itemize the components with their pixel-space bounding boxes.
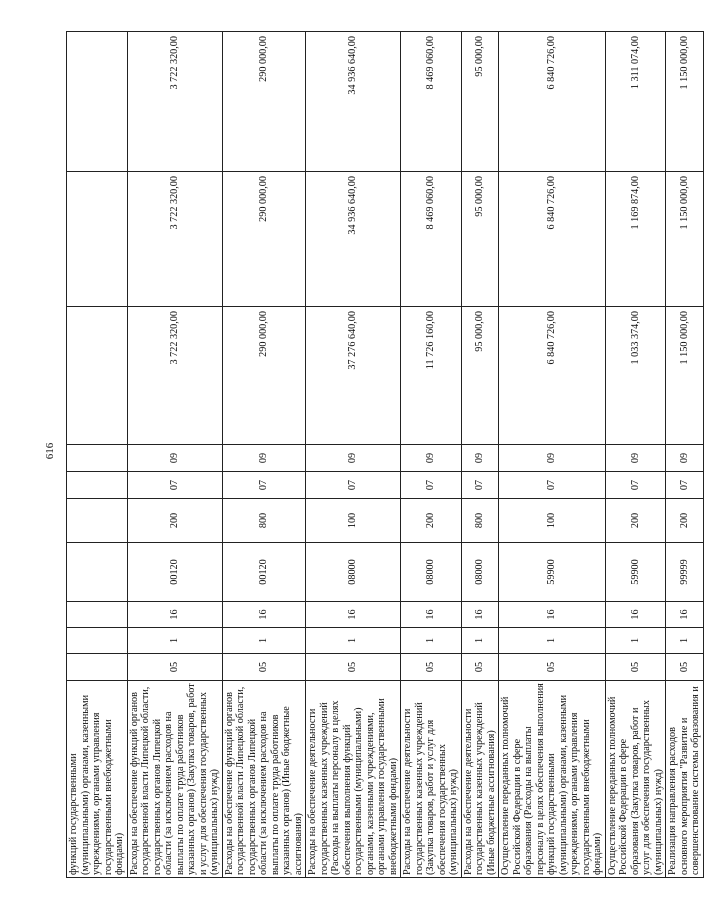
row-value-1: 95 000,00 xyxy=(461,307,499,445)
row-code-6: 07 xyxy=(306,472,401,499)
row-code-2: 1 xyxy=(461,628,499,654)
row-code-5 xyxy=(67,499,128,543)
row-value-2: 290 000,00 xyxy=(222,172,306,307)
row-code-1: 05 xyxy=(605,654,666,681)
row-description: Расходы на обеспечение деятельности государственных казенных учреждений (Иные бюджетные ассигнования) xyxy=(461,681,499,878)
row-code-5: 200 xyxy=(127,499,222,543)
row-value-2 xyxy=(67,172,128,307)
row-code-3: 16 xyxy=(401,602,462,628)
row-code-7: 09 xyxy=(461,445,499,472)
row-description: Расходы на обеспечение деятельности государственных казенных учреждений (Закупка товаров, работ и услуг для обеспечения государственных (муниципальных) нужд) xyxy=(401,681,462,878)
row-value-1: 6 840 726,00 xyxy=(499,307,606,445)
budget-table xyxy=(66,31,704,878)
table-row xyxy=(222,32,306,878)
row-code-7: 09 xyxy=(499,445,606,472)
row-code-1: 05 xyxy=(499,654,606,681)
row-code-4: 08000 xyxy=(461,543,499,602)
row-code-2: 1 xyxy=(401,628,462,654)
row-value-1: 37 276 640,00 xyxy=(306,307,401,445)
row-value-3: 1 150 000,00 xyxy=(666,32,704,172)
row-code-4: 59900 xyxy=(499,543,606,602)
row-code-3: 16 xyxy=(499,602,606,628)
row-code-3: 16 xyxy=(666,602,704,628)
row-value-2: 8 469 060,00 xyxy=(401,172,462,307)
row-code-5: 200 xyxy=(666,499,704,543)
row-value-3 xyxy=(67,32,128,172)
row-code-2: 1 xyxy=(499,628,606,654)
row-description: Расходы на обеспечение функций органов государственной власти Липецкой области, государственных органов Липецкой области (за исключением расходов на выплаты по оплате труда работников указанных органов) (Иные бюджетные ассигнования) xyxy=(222,681,306,878)
row-value-1 xyxy=(67,307,128,445)
row-code-4: 99999 xyxy=(666,543,704,602)
row-code-5: 800 xyxy=(461,499,499,543)
row-value-3: 95 000,00 xyxy=(461,32,499,172)
row-value-2: 1 169 874,00 xyxy=(605,172,666,307)
table-row xyxy=(306,32,401,878)
row-code-4: 00120 xyxy=(127,543,222,602)
row-code-7: 09 xyxy=(222,445,306,472)
row-code-7 xyxy=(67,445,128,472)
row-code-1: 05 xyxy=(461,654,499,681)
row-code-6: 07 xyxy=(401,472,462,499)
row-code-1: 05 xyxy=(222,654,306,681)
row-code-5: 200 xyxy=(401,499,462,543)
row-description: Осуществление переданных полномочий Российской Федерации в сфере образования (Расходы на выплаты персоналу в целях обеспечения выполнения функций государственными (муниципальными) органами, казенными учреждениями, органами управления государственными внебюджетными фондами) xyxy=(499,681,606,878)
row-code-2: 1 xyxy=(306,628,401,654)
row-code-7: 09 xyxy=(666,445,704,472)
row-description: Расходы на обеспечение деятельности государственных казенных учреждений (Расходы на выплаты персоналу в целях обеспечения выполнения функций государственными (муниципальными) органами, казенными учреждениями, органами управления государственными внебюджетными фондами) xyxy=(306,681,401,878)
row-description: Реализация направления расходов основного мероприятия "Развитие и совершенствование системы образования и xyxy=(666,681,704,878)
row-code-4: 00120 xyxy=(222,543,306,602)
row-value-2: 1 150 000,00 xyxy=(666,172,704,307)
row-code-4 xyxy=(67,543,128,602)
row-code-1 xyxy=(67,654,128,681)
row-code-1: 05 xyxy=(666,654,704,681)
row-value-3: 290 000,00 xyxy=(222,32,306,172)
page-number: 616 xyxy=(44,442,56,460)
row-value-3: 8 469 060,00 xyxy=(401,32,462,172)
row-value-1: 11 726 160,00 xyxy=(401,307,462,445)
row-value-1: 3 722 320,00 xyxy=(127,307,222,445)
row-code-7: 09 xyxy=(401,445,462,472)
table-row xyxy=(499,32,606,878)
table-row xyxy=(461,32,499,878)
row-code-4: 59900 xyxy=(605,543,666,602)
row-code-2: 1 xyxy=(666,628,704,654)
row-code-3 xyxy=(67,602,128,628)
row-value-2: 6 840 726,00 xyxy=(499,172,606,307)
row-value-3: 1 311 074,00 xyxy=(605,32,666,172)
row-code-2: 1 xyxy=(127,628,222,654)
row-code-1: 05 xyxy=(306,654,401,681)
row-code-2: 1 xyxy=(222,628,306,654)
row-code-6: 07 xyxy=(605,472,666,499)
table-row xyxy=(127,32,222,878)
row-value-2: 95 000,00 xyxy=(461,172,499,307)
row-code-6: 07 xyxy=(499,472,606,499)
row-code-5: 200 xyxy=(605,499,666,543)
row-value-1: 290 000,00 xyxy=(222,307,306,445)
row-value-3: 3 722 320,00 xyxy=(127,32,222,172)
row-value-2: 34 936 640,00 xyxy=(306,172,401,307)
row-code-3: 16 xyxy=(306,602,401,628)
row-value-1: 1 033 374,00 xyxy=(605,307,666,445)
row-description: Осуществление переданных полномочий Российской Федерации в сфере образования (Закупка товаров, работ и услуг для обеспечения государственных (муниципальных) нужд) xyxy=(605,681,666,878)
row-value-1: 1 150 000,00 xyxy=(666,307,704,445)
row-code-3: 16 xyxy=(222,602,306,628)
table-row xyxy=(401,32,462,878)
row-code-6: 07 xyxy=(461,472,499,499)
row-code-6 xyxy=(67,472,128,499)
table-body xyxy=(67,32,704,878)
row-description: функций государственными (муниципальными) органами, казенными учреждениями, органами управления государственными внебюджетными фондами) xyxy=(67,681,128,878)
row-code-4: 08000 xyxy=(306,543,401,602)
row-code-3: 16 xyxy=(605,602,666,628)
row-code-5: 100 xyxy=(499,499,606,543)
row-code-7: 09 xyxy=(605,445,666,472)
rotated-table-container xyxy=(66,32,701,878)
row-code-3: 16 xyxy=(461,602,499,628)
row-code-6: 07 xyxy=(222,472,306,499)
row-value-3: 34 936 640,00 xyxy=(306,32,401,172)
row-code-7: 09 xyxy=(306,445,401,472)
row-code-1: 05 xyxy=(127,654,222,681)
row-code-5: 100 xyxy=(306,499,401,543)
row-code-2: 1 xyxy=(605,628,666,654)
table-row xyxy=(605,32,666,878)
row-code-6: 07 xyxy=(666,472,704,499)
table-row xyxy=(67,32,128,878)
row-code-4: 08000 xyxy=(401,543,462,602)
row-code-5: 800 xyxy=(222,499,306,543)
row-value-3: 6 840 726,00 xyxy=(499,32,606,172)
row-code-2 xyxy=(67,628,128,654)
row-code-1: 05 xyxy=(401,654,462,681)
row-value-2: 3 722 320,00 xyxy=(127,172,222,307)
row-code-3: 16 xyxy=(127,602,222,628)
table-row xyxy=(666,32,704,878)
row-code-6: 07 xyxy=(127,472,222,499)
row-description: Расходы на обеспечение функций органов государственной власти Липецкой области, государственных органов Липецкой области (за исключением расходов на выплаты по оплате труда работников указанных органов) (Закупка товаров, работ и услуг для обеспечения государственных (муниципальных) нужд) xyxy=(127,681,222,878)
row-code-7: 09 xyxy=(127,445,222,472)
